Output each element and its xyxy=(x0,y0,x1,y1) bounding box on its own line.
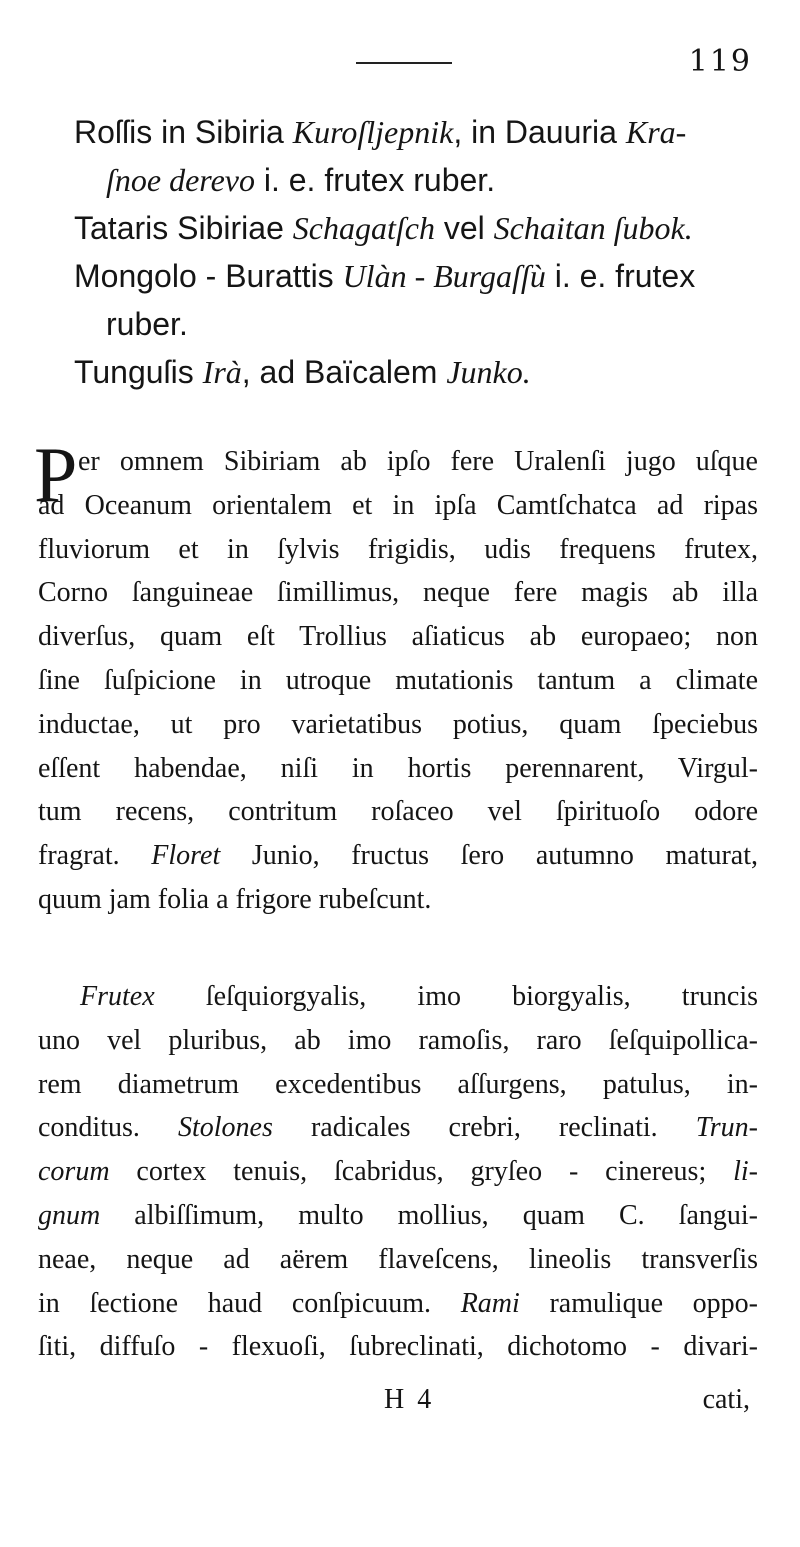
text-run: albiſſimum, multo mollius, quam C. ſangui- xyxy=(100,1199,758,1231)
vernacular-name-line xyxy=(74,252,764,300)
text-run: vel xyxy=(434,210,494,246)
text-line xyxy=(38,1238,758,1282)
text-run: ſeſquiorgyalis, imo biorgyalis, truncis xyxy=(154,981,758,1012)
italic-text: Ulàn - Burgaſſù xyxy=(342,258,546,294)
text-line xyxy=(38,1282,758,1326)
catchword: cati, xyxy=(702,1384,750,1415)
text-line xyxy=(38,1194,758,1238)
text-run: diverſus, quam eſt Trollius aſiaticus ab europaeo; non xyxy=(38,621,758,653)
italic-text: gnum xyxy=(38,1199,101,1231)
text-line xyxy=(38,484,758,528)
text-line xyxy=(38,975,758,1019)
text-run: , in Dauuria xyxy=(453,114,626,150)
italic-text: Floret xyxy=(151,840,221,872)
text-run: quum jam folia a frigore rubeſcunt. xyxy=(38,883,432,915)
text-run: eſſent habendae, niſi in hortis perennarent, Virgul- xyxy=(38,752,758,784)
text-run: ſiti, diffuſo - flexuoſi, ſubreclinati, dichotomo - divari- xyxy=(38,1331,758,1363)
vernacular-name-line xyxy=(74,204,764,252)
italic-text: Irà xyxy=(202,354,242,390)
text-line xyxy=(38,1063,758,1107)
text-run: ad Oceanum orientalem et in ipſa Camtſchatca ad ripas xyxy=(38,489,758,521)
text-run: i. e. frutex xyxy=(545,258,696,294)
italic-text: Stolones xyxy=(177,1112,273,1144)
text-line xyxy=(38,615,758,659)
vernacular-names-block xyxy=(74,108,764,396)
text-line xyxy=(38,659,758,703)
text-line xyxy=(38,747,758,791)
paragraph-distribution xyxy=(34,431,759,922)
text-run: Tunguſis xyxy=(74,354,203,390)
text-run: radicales crebri, reclinati. xyxy=(272,1112,696,1144)
text-line xyxy=(38,571,758,615)
italic-text: Trun- xyxy=(695,1112,758,1144)
text-run: ramulique oppo- xyxy=(519,1287,758,1319)
text-run: er omnem Sibiriam ab ipſo fere Uralenſi jugo uſque xyxy=(78,446,758,477)
italic-text: Kuroſljepnik xyxy=(292,114,454,150)
text-line xyxy=(38,878,758,922)
text-run: uno vel pluribus, ab imo ramoſis, raro ſeſquipollica- xyxy=(38,1024,758,1056)
text-line xyxy=(38,1325,758,1369)
text-run: Mongolo - Burattis xyxy=(74,258,343,294)
text-line xyxy=(38,1019,758,1063)
text-run: , ad Baïcalem xyxy=(241,354,447,390)
text-run: Tataris Sibiriae xyxy=(74,210,293,246)
page-number: 119 xyxy=(688,44,752,79)
italic-text: Kra- xyxy=(625,114,687,150)
text-run: Roſſis in Sibiria xyxy=(74,114,293,150)
text-line xyxy=(38,1106,758,1150)
text-run: fluviorum et in ſylvis frigidis, udis frequens frutex, xyxy=(38,533,758,565)
vernacular-name-line xyxy=(74,108,764,156)
page-footer xyxy=(0,1380,800,1430)
text-line xyxy=(38,790,758,834)
italic-text: corum xyxy=(38,1156,110,1188)
text-run: i. e. frutex ruber. xyxy=(254,162,496,198)
text-run: inductae, ut pro varietatibus potius, quam ſpeciebus xyxy=(38,708,758,740)
italic-text: Schaitan ſubok. xyxy=(493,210,693,246)
italic-text: Junko. xyxy=(446,354,531,390)
text-run: ruber. xyxy=(106,306,188,342)
vernacular-name-line xyxy=(74,156,764,204)
text-run: cortex tenuis, ſcabridus, gryſeo - cinereus; xyxy=(109,1156,734,1188)
italic-text: Rami xyxy=(460,1287,520,1319)
drop-cap: P xyxy=(34,431,78,518)
header-rule xyxy=(356,62,452,64)
paragraph-description xyxy=(38,975,758,1369)
text-line xyxy=(38,834,758,878)
text-run: fragrat. xyxy=(38,840,152,872)
text-run: Junio, fructus ſero autumno maturat, xyxy=(220,840,759,872)
signature-mark: H 4 xyxy=(384,1384,435,1415)
text-run: tum recens, contritum roſaceo vel ſpirituoſo odore xyxy=(38,796,758,828)
text-line xyxy=(38,703,758,747)
italic-text: Frutex xyxy=(80,981,155,1012)
text-run: neae, neque ad aërem flaveſcens, lineolis transverſis xyxy=(38,1243,758,1275)
italic-text: ſnoe derevo xyxy=(106,162,255,198)
text-run: Corno ſanguineae ſimillimus, neque fere magis ab illa xyxy=(38,577,758,609)
text-run: ſine ſuſpicione in utroque mutationis tantum a climate xyxy=(38,664,758,696)
text-line xyxy=(38,1150,758,1194)
italic-text: li- xyxy=(733,1156,758,1188)
vernacular-name-line xyxy=(74,300,764,348)
vernacular-name-line xyxy=(74,348,764,396)
text-run: in ſectione haud conſpicuum. xyxy=(38,1287,461,1319)
text-line xyxy=(38,528,758,572)
italic-text: Schagatſch xyxy=(292,210,435,246)
text-run: rem diametrum excedentibus aſſurgens, patulus, in- xyxy=(38,1068,758,1100)
text-run: conditus. xyxy=(38,1112,178,1144)
